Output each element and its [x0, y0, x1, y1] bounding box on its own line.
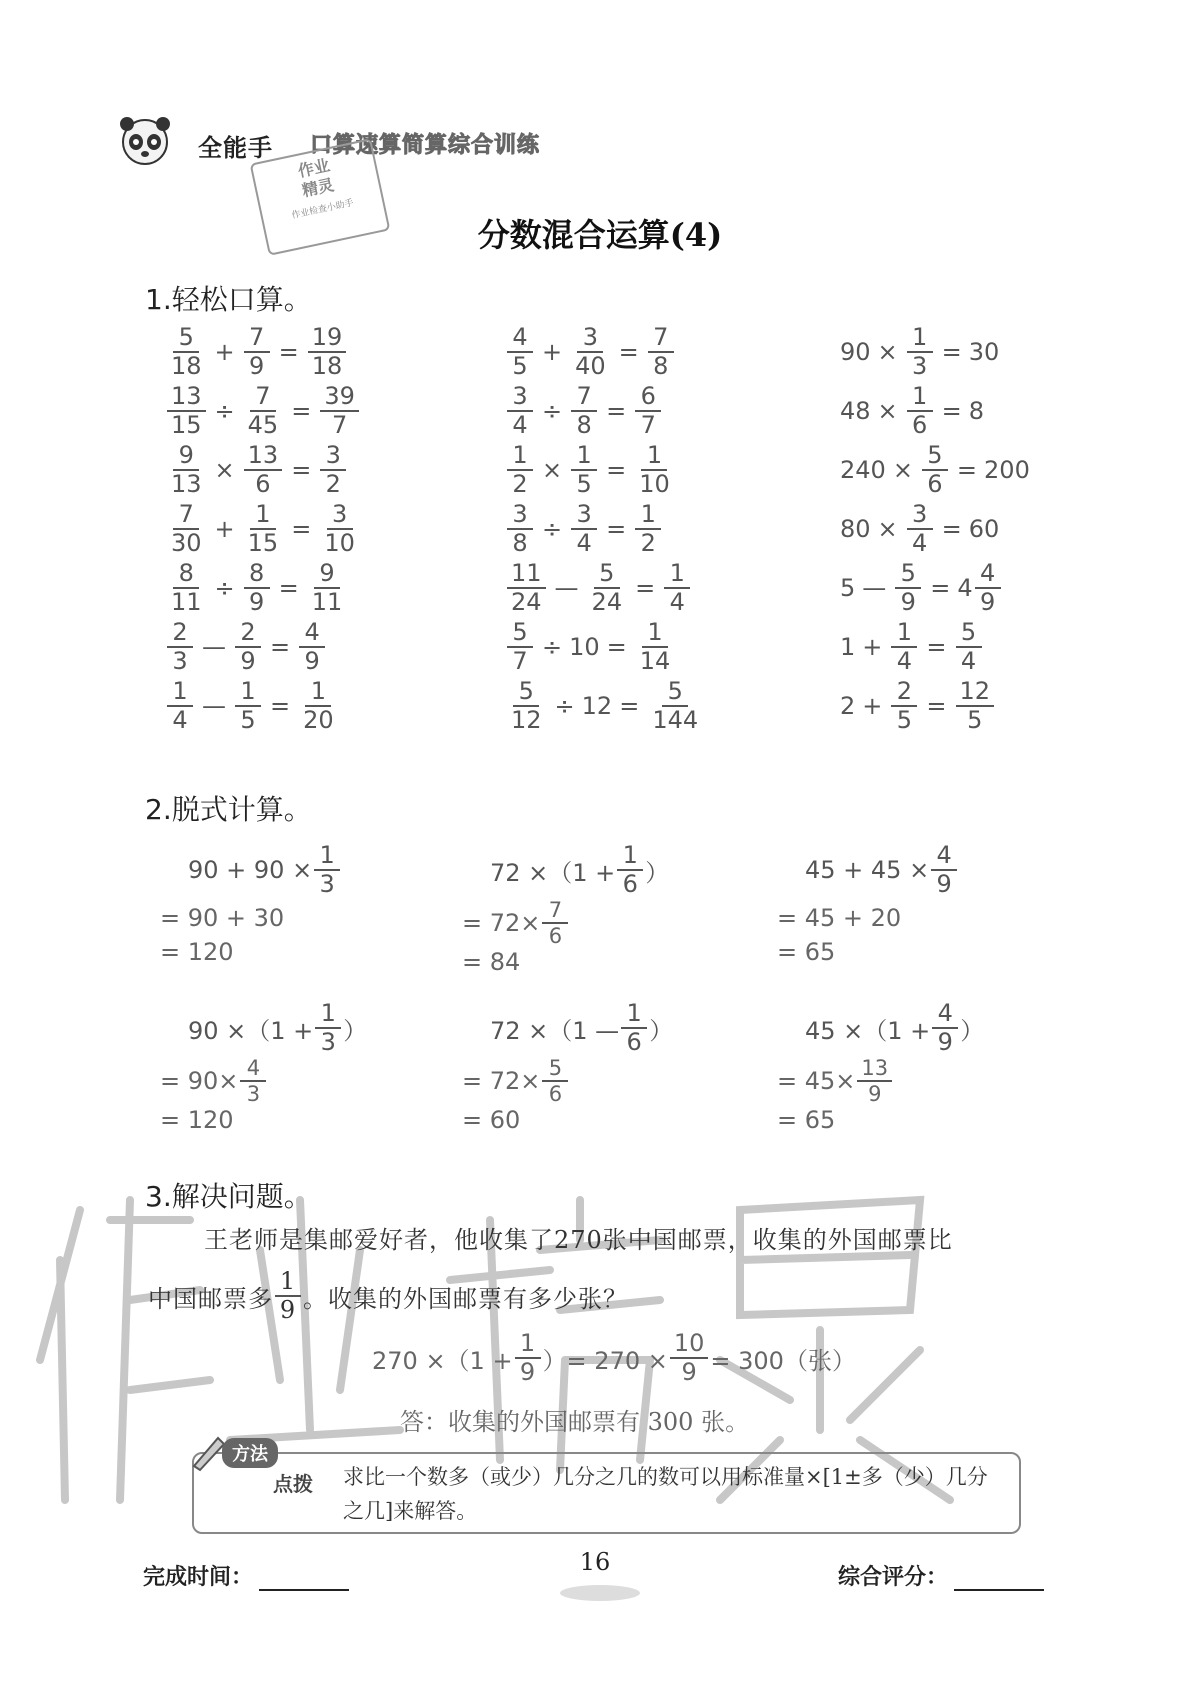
tip-text: 求比一个数多（或少）几分之几的数可以用标准量×[1±多（少）几分之几]来解答。: [343, 1465, 988, 1523]
problem-text-line1: 王老师是集邮爱好者，他收集了270张中国邮票，收集的外国邮票比: [204, 1226, 953, 1254]
fraction: $\frac{2}{5}$: [891, 678, 917, 734]
fraction: $\frac{7}{45}$: [247, 381, 279, 439]
oral-col-3: [840, 322, 1030, 735]
fraction: $\frac{8}{9}$: [244, 560, 270, 616]
panda-mascot-icon: [115, 110, 175, 170]
fraction: $\frac{9}{11}$: [311, 558, 343, 616]
fraction: $\frac{1}{20}$: [303, 676, 334, 734]
fraction: $\frac{1}{4}$: [664, 560, 690, 616]
fraction: $\frac{3}{4}$: [571, 501, 597, 557]
oral-equation: $\frac{8}{11}$ ÷ $\frac{8}{9}$ = $\frac{9}{11}$: [165, 558, 361, 617]
oral-equation: 2 + $\frac{2}{5}$ = $\frac{12}{5}$: [840, 676, 1030, 735]
oral-equation: $\frac{4}{5}$ + $\frac{3}{40}$ = $\frac{7}{8}$: [505, 322, 704, 381]
fraction: $\frac{1}{6}$: [907, 383, 933, 439]
calc-problem-2: 72 ×（1 + $\frac{1}{6}$ ） = 72× $\frac{7}{6}$ = 84: [462, 841, 670, 976]
oral-equation: $\frac{13}{15}$ ÷ $\frac{7}{45}$ = $\frac{39}{7}$: [165, 381, 361, 440]
answer-text: 答：收集的外国邮票有 300 张。: [400, 1408, 750, 1436]
solution-equation: 270 ×（1 + $\frac{1}{9}$ ）= 270 × $\frac{10}{9}$ = 300（张）: [372, 1329, 856, 1386]
fraction: $\frac{3}{40}$: [575, 322, 606, 380]
oral-equation: $\frac{3}{4}$ ÷ $\frac{7}{8}$ = $\frac{6}{7}$: [505, 381, 704, 440]
oral-equation: 90 × $\frac{1}{3}$ = 30: [840, 322, 1000, 380]
calc-problem-1: 90 + 90 × $\frac{1}{3}$ = 90 + 30 = 120: [188, 842, 342, 966]
fraction: $\frac{12}{5}$: [956, 678, 995, 734]
fraction: $\frac{1}{4}$: [167, 678, 193, 734]
oral-equation: $\frac{2}{3}$ — $\frac{2}{9}$ = $\frac{4}{9}$: [165, 617, 361, 676]
oral-equation: $\frac{1}{2}$ × $\frac{1}{5}$ = $\frac{1}{10}$: [505, 440, 704, 499]
fraction: $\frac{4}{9}$: [299, 619, 325, 675]
fraction: $\frac{6}{7}$: [635, 383, 661, 439]
time-blank[interactable]: [259, 1589, 349, 1591]
fraction: $\frac{1}{2}$: [507, 442, 533, 498]
fraction: $\frac{39}{7}$: [320, 383, 359, 439]
oral-equation: 80 × $\frac{3}{4}$ = 60: [840, 499, 1000, 557]
fraction: $\frac{5}{4}$: [956, 619, 982, 675]
fraction: $\frac{1}{14}$: [639, 617, 671, 675]
stamp-logo: 作业 精灵 作业检查小助手: [250, 138, 391, 256]
fraction: $\frac{1}{3}$: [907, 324, 933, 380]
calc-problem-4: 90 ×（1 + $\frac{1}{3}$ ） = 90× $\frac{4}{3}$ = 120: [160, 999, 368, 1134]
fraction: $\frac{1}{2}$: [635, 501, 661, 557]
oral-equation: 240 × $\frac{5}{6}$ = 200: [840, 440, 1030, 498]
oral-equation: 1 + $\frac{1}{4}$ = $\frac{5}{4}$: [840, 617, 1030, 676]
score-blank[interactable]: [954, 1589, 1044, 1591]
fraction: $\frac{5}{7}$: [507, 619, 533, 675]
fraction: $\frac{1}{5}$: [571, 442, 597, 498]
oral-equation: $\frac{5}{7}$ ÷ 10 = $\frac{1}{14}$: [505, 617, 704, 676]
fraction: $\frac{7}{9}$: [244, 324, 270, 380]
section1-heading: 1.轻松口算。: [145, 283, 312, 316]
fraction: $\frac{2}{3}$: [167, 619, 193, 675]
fraction: $\frac{2}{9}$: [235, 619, 261, 675]
fraction: $\frac{3}{8}$: [507, 501, 533, 557]
fraction: $\frac{3}{10}$: [324, 499, 355, 557]
fraction: $\frac{3}{2}$: [320, 442, 346, 498]
section2-heading: 2.脱式计算。: [145, 793, 312, 826]
problem-text-line2: 中国邮票多 $\frac{1}{9}$ 。收集的外国邮票有多少张？: [148, 1267, 628, 1324]
fraction: $\frac{1}{10}$: [639, 440, 670, 498]
tip-label-guide: 点拨: [273, 1472, 313, 1496]
calc-problem-5: 72 ×（1 — $\frac{1}{6}$ ） = 72× $\frac{5}{6}$ = 60: [462, 999, 674, 1134]
fraction: $\frac{19}{18}$: [308, 324, 347, 380]
fraction: $\frac{5}{144}$: [652, 676, 699, 734]
overall-score: 综合评分：: [838, 1560, 1044, 1591]
fraction: $\frac{3}{4}$: [507, 383, 533, 439]
oral-equation: $\frac{11}{24}$ — $\frac{5}{24}$ = $\frac{1}{4}$: [505, 558, 704, 617]
oral-col-2: [505, 322, 704, 735]
fraction: $\frac{9}{13}$: [171, 440, 202, 498]
oral-equation: $\frac{1}{4}$ — $\frac{1}{5}$ = $\frac{1}{20}$: [165, 676, 361, 735]
fraction: $\frac{7}{8}$: [571, 383, 597, 439]
section3-heading: 3.解决问题。: [145, 1180, 312, 1213]
fraction: $\frac{5}{9}$: [895, 560, 921, 616]
fraction: $\frac{1}{5}$: [235, 678, 261, 734]
fraction: $\frac{5}{12}$: [511, 676, 542, 734]
fraction: $\frac{3}{4}$: [907, 501, 933, 557]
oral-equation: $\frac{3}{8}$ ÷ $\frac{3}{4}$ = $\frac{1}{2}$: [505, 499, 704, 558]
fraction: $\frac{11}{24}$: [507, 560, 546, 616]
fraction: $\frac{1}{4}$: [891, 619, 917, 675]
fraction: $\frac{5}{6}$: [922, 442, 948, 498]
oral-equation: $\frac{5}{12}$ ÷ 12 = $\frac{5}{144}$: [505, 676, 704, 735]
brand-name: 全能手: [198, 134, 273, 162]
oral-col-1: [165, 322, 361, 735]
series-title: 口算速算简算综合训练: [310, 133, 541, 158]
fraction: $\frac{4}{9}$: [975, 560, 1001, 616]
fraction: $\frac{5}{18}$: [171, 322, 202, 380]
fraction: $\frac{7}{30}$: [171, 499, 202, 557]
calc-problem-6: 45 ×（1 + $\frac{4}{9}$ ） = 45× $\frac{13}{9}$ = 65: [777, 999, 985, 1134]
fraction: $\frac{13}{6}$: [244, 442, 283, 498]
fraction: $\frac{8}{11}$: [171, 558, 202, 616]
page-number: 16: [579, 1548, 611, 1576]
calc-problem-3: 45 + 45 × $\frac{4}{9}$ = 45 + 20 = 65: [805, 842, 959, 966]
fraction: $\frac{13}{15}$: [167, 383, 206, 439]
fraction: $\frac{1}{15}$: [247, 499, 279, 557]
fraction: $\frac{4}{5}$: [507, 324, 533, 380]
oral-equation: 5 — $\frac{5}{9}$ = 4 $\frac{4}{9}$: [840, 558, 1030, 617]
oral-equation: $\frac{7}{30}$ + $\frac{1}{15}$ = $\frac{3}{10}$: [165, 499, 361, 558]
tip-label-method: 方法: [222, 1438, 278, 1468]
oral-equation: $\frac{5}{18}$ + $\frac{7}{9}$ = $\frac{19}{18}$: [165, 322, 361, 381]
fraction: $\frac{7}{8}$: [648, 324, 674, 380]
page-title: 分数混合运算(4): [477, 216, 723, 254]
oral-equation: $\frac{9}{13}$ × $\frac{13}{6}$ = $\frac{3}{2}$: [165, 440, 361, 499]
completion-time: 完成时间：: [143, 1560, 349, 1591]
oral-equation: 48 × $\frac{1}{6}$ = 8: [840, 381, 985, 439]
fraction: $\frac{5}{24}$: [591, 558, 623, 616]
